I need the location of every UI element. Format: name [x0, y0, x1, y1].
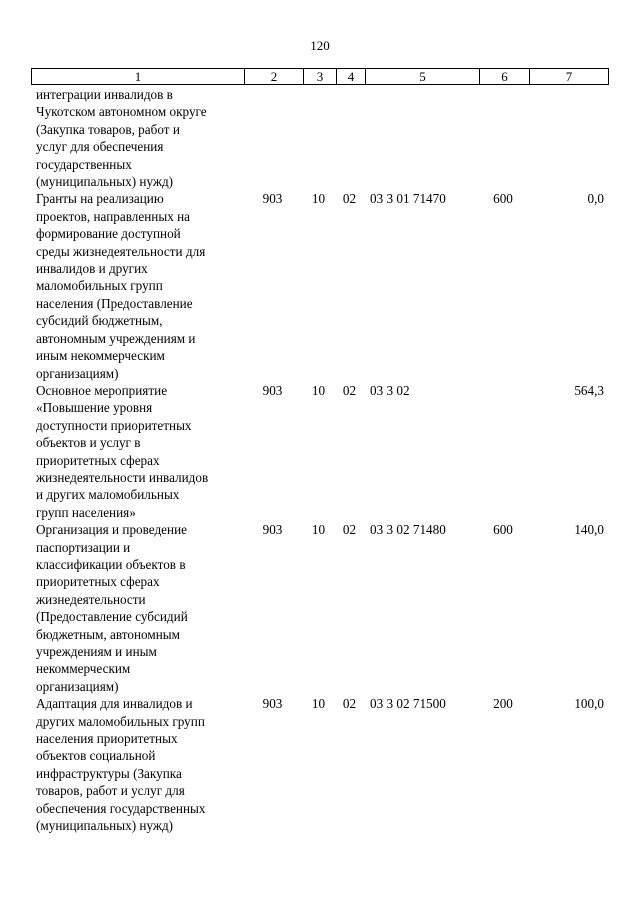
header-col-3: 3: [303, 69, 336, 84]
section-cell: 10: [311, 382, 326, 398]
item-name-line: проектов, направленных на: [36, 208, 190, 224]
table-row: [31, 86, 609, 190]
item-name-line: интеграции инвалидов в: [36, 87, 173, 102]
item-name-line: и других маломобильных: [36, 487, 180, 503]
item-name-line: обеспечения государственных: [36, 800, 206, 816]
target-article-cell: 03 3 01 71470: [370, 191, 446, 207]
item-name-line: маломобильных групп: [36, 278, 163, 294]
expense-type-cell: 600: [493, 191, 513, 207]
admin-code-cell: 903: [262, 522, 283, 538]
item-name-line: «Повышение уровня: [36, 400, 153, 416]
item-name-line: групп населения»: [36, 504, 136, 520]
item-name-line: иным некоммерческим: [36, 348, 165, 364]
subsection-cell: 02: [342, 522, 357, 538]
section-cell: 10: [311, 522, 326, 538]
table-row: [31, 521, 609, 695]
item-name-line: населения (Предоставление: [36, 295, 193, 311]
header-col-2: 2: [244, 69, 303, 84]
item-name-line: доступности приоритетных: [36, 417, 192, 433]
item-name-line: субсидий бюджетным,: [36, 313, 163, 329]
header-col-7: 7: [529, 69, 608, 84]
item-name-line: других маломобильных групп: [36, 713, 205, 729]
item-name-cell: [36, 190, 241, 381]
header-col-1: 1: [134, 69, 142, 84]
item-name-line: учреждениям и иным: [36, 644, 157, 659]
table-body: [31, 86, 609, 834]
item-name-line: услуг для обеспечения: [36, 139, 164, 155]
expense-type-cell: 600: [493, 522, 513, 538]
item-name-line: товаров, работ и услуг для: [36, 783, 185, 799]
item-name-line: (муниципальных) нужд): [36, 818, 174, 834]
target-article-cell: 03 3 02 71500: [370, 696, 446, 712]
item-name-line: (Предоставление субсидий: [36, 609, 188, 625]
item-name-line: приоритетных сферах: [36, 452, 160, 468]
item-name-line: (Закупка товаров, работ и: [36, 121, 180, 137]
item-name-line: некоммерческим: [36, 661, 131, 677]
admin-code-cell: 903: [262, 382, 283, 398]
admin-code-cell: 903: [262, 191, 283, 207]
amount-cell: 140,0: [574, 522, 604, 538]
item-name-line: (муниципальных) нужд): [36, 174, 174, 190]
item-name-line: бюджетным, автономным: [36, 626, 180, 642]
item-name-line: приоритетных сферах: [36, 574, 160, 590]
amount-cell: 100,0: [574, 696, 604, 712]
table-row: [31, 190, 609, 381]
item-name-line: Чукотском автономном округе: [36, 104, 207, 120]
item-name-line: жизнедеятельности инвалидов: [36, 469, 209, 485]
target-article-cell: 03 3 02 71480: [370, 522, 446, 538]
item-name-line: инфраструктуры (Закупка: [36, 765, 182, 781]
item-name-line: автономным учреждениям и: [36, 330, 196, 346]
header-col-5: 5: [365, 69, 479, 84]
item-name-line: жизнедеятельности: [36, 591, 146, 607]
target-article-cell: 03 3 02: [370, 382, 410, 398]
item-name-line: паспортизации и: [36, 539, 131, 555]
subsection-cell: 02: [342, 696, 357, 712]
table-header: [31, 68, 609, 85]
table-row: [31, 382, 609, 521]
page-number: 120: [310, 38, 330, 53]
item-name-cell: [36, 382, 241, 521]
section-cell: 10: [311, 191, 326, 207]
item-name-line: формирование доступной: [36, 226, 181, 242]
item-name-line: Гранты на реализацию: [36, 191, 164, 207]
item-name-cell: [36, 695, 241, 834]
item-name-line: объектов социальной: [36, 748, 156, 764]
amount-cell: 564,3: [574, 382, 604, 398]
header-col-6: 6: [479, 69, 529, 84]
amount-cell: 0,0: [587, 191, 604, 207]
item-name-line: инвалидов и других: [36, 261, 148, 277]
item-name-line: государственных: [36, 156, 132, 172]
item-name-line: среды жизнедеятельности для: [36, 243, 206, 259]
item-name-line: Адаптация для инвалидов и: [36, 696, 193, 712]
item-name-line: организациям): [36, 365, 119, 381]
item-name-line: Организация и проведение: [36, 522, 187, 538]
expense-type-cell: 200: [493, 696, 513, 712]
item-name-line: организациям): [36, 678, 119, 694]
header-col-4: 4: [336, 69, 365, 84]
subsection-cell: 02: [342, 191, 357, 207]
item-name-line: объектов и услуг в: [36, 435, 141, 451]
item-name-cell: [36, 86, 241, 190]
section-cell: 10: [311, 696, 326, 712]
item-name-line: Основное мероприятие: [36, 382, 168, 398]
item-name-cell: [36, 521, 241, 695]
subsection-cell: 02: [342, 382, 357, 398]
item-name-line: классификации объектов в: [36, 556, 186, 572]
table-row: [31, 695, 609, 834]
admin-code-cell: 903: [262, 696, 283, 712]
item-name-line: населения приоритетных: [36, 731, 178, 747]
